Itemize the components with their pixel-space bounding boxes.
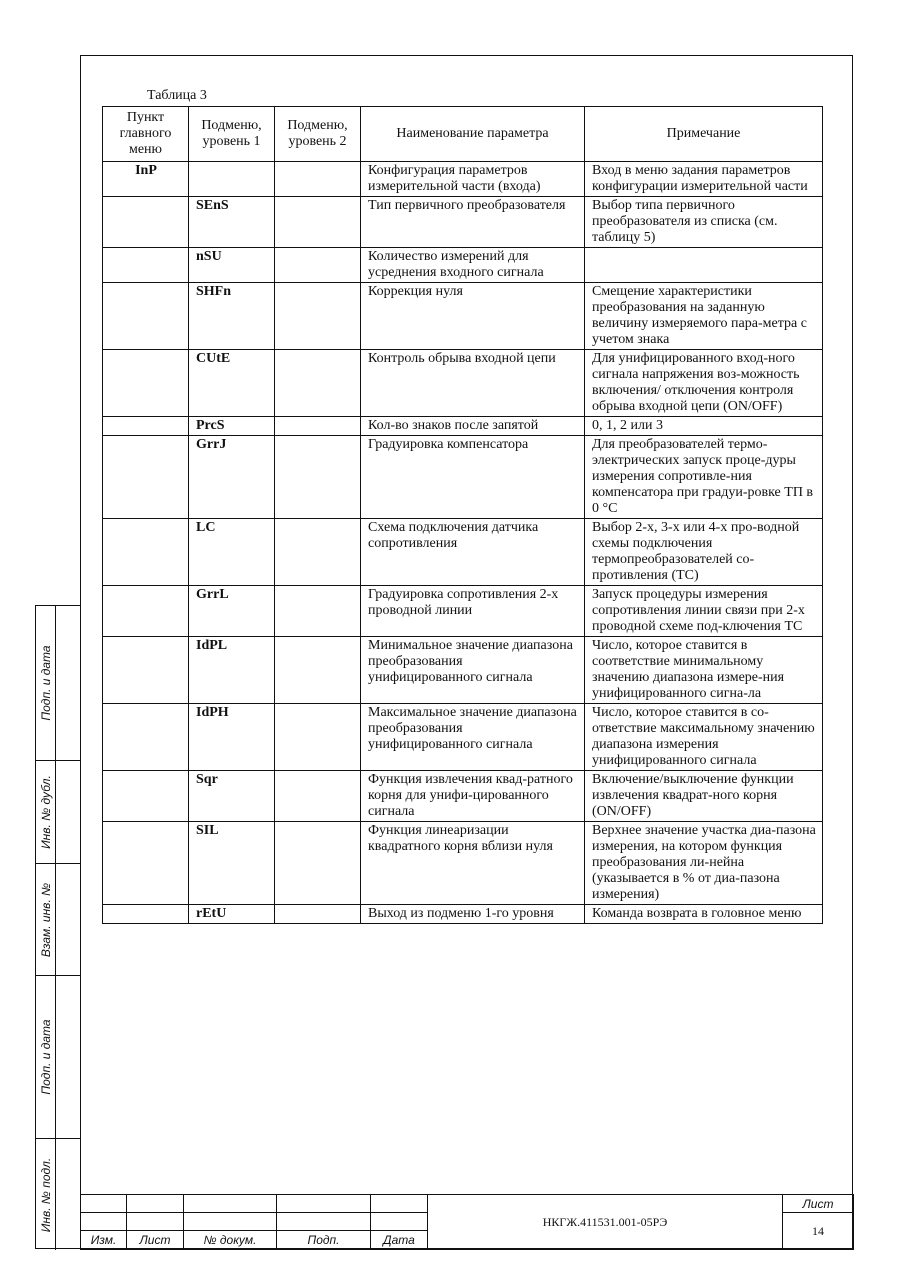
submenu-1-cell <box>189 162 275 197</box>
submenu-1-cell: Sqr <box>189 771 275 822</box>
parameter-name-cell: Функция линеаризации квадратного корня вблизи нуля <box>361 822 585 905</box>
parameter-name-cell: Тип первичного преобразователя <box>361 197 585 248</box>
submenu-2-cell <box>275 704 361 771</box>
note-cell: Смещение характеристики преобразования на заданную величину измеряемого пара-метра с учетом знака <box>585 283 823 350</box>
note-cell: Включение/выключение функции извлечения квадрат-ного корня (ON/OFF) <box>585 771 823 822</box>
submenu-1-cell: LC <box>189 519 275 586</box>
submenu-2-cell <box>275 771 361 822</box>
submenu-2-cell <box>275 350 361 417</box>
side-cell-1 <box>36 606 80 761</box>
side-label: Инв. № подл. <box>38 1157 53 1232</box>
table-row <box>103 162 823 197</box>
parameter-name-cell: Схема подключения датчика сопротивления <box>361 519 585 586</box>
parameter-name-cell: Конфигурация параметров измерительной части (входа) <box>361 162 585 197</box>
main-menu-cell <box>103 197 189 248</box>
parameter-name-cell: Градуировка компенсатора <box>361 436 585 519</box>
sheet-number: 14 <box>783 1213 854 1250</box>
submenu-1-cell: PrcS <box>189 417 275 436</box>
table-row <box>103 905 823 924</box>
main-menu-cell: InP <box>103 162 189 197</box>
submenu-2-cell <box>275 436 361 519</box>
table-header-row <box>103 107 823 162</box>
note-cell: Число, которое ставится в со-ответствие максимальному значению диапазона измерения унифицированного сигнала <box>585 704 823 771</box>
parameter-name-cell: Выход из подменю 1-го уровня <box>361 905 585 924</box>
parameter-name-cell: Максимальное значение диапазона преобразования унифицированного сигнала <box>361 704 585 771</box>
parameter-name-cell: Кол-во знаков после запятой <box>361 417 585 436</box>
side-label: Инв. № дубл. <box>38 775 53 849</box>
side-label: Подп. и дата <box>38 1019 53 1095</box>
header-submenu-1: Подменю, уровень 1 <box>189 107 275 162</box>
main-menu-cell <box>103 350 189 417</box>
submenu-1-cell: SHFn <box>189 283 275 350</box>
side-label: Взам. инв. № <box>38 882 53 957</box>
submenu-2-cell <box>275 637 361 704</box>
main-menu-cell <box>103 519 189 586</box>
table-caption: Таблица 3 <box>147 88 207 103</box>
submenu-1-cell: SIL <box>189 822 275 905</box>
main-menu-cell <box>103 637 189 704</box>
header-submenu-2: Подменю, уровень 2 <box>275 107 361 162</box>
col-date: Дата <box>371 1231 428 1250</box>
side-cell-4 <box>36 976 80 1139</box>
note-cell <box>585 248 823 283</box>
submenu-1-cell: rEtU <box>189 905 275 924</box>
submenu-1-cell: CUtE <box>189 350 275 417</box>
table-row <box>103 283 823 350</box>
note-cell: Запуск процедуры измерения сопротивления линии связи при 2-х проводной схеме под-ключения ТС <box>585 586 823 637</box>
parameter-name-cell: Минимальное значение диапазона преобразования унифицированного сигнала <box>361 637 585 704</box>
table-row <box>103 417 823 436</box>
parameter-name-cell: Контроль обрыва входной цепи <box>361 350 585 417</box>
table-row <box>103 519 823 586</box>
submenu-1-cell: GrrJ <box>189 436 275 519</box>
main-menu-cell <box>103 704 189 771</box>
submenu-2-cell <box>275 519 361 586</box>
table-row <box>103 436 823 519</box>
side-cell-5 <box>36 1139 80 1250</box>
main-menu-cell <box>103 905 189 924</box>
table-row <box>103 197 823 248</box>
side-label: Подп. и дата <box>38 645 53 721</box>
note-cell: Выбор типа первичного преобразователя из списка (см. таблицу 5) <box>585 197 823 248</box>
note-cell: Для преобразователей термо-электрических запуск проце-дуры измерения сопротивле-ния компенсатора при градуи-ровке ТП в 0 °С <box>585 436 823 519</box>
submenu-1-cell: IdPH <box>189 704 275 771</box>
table-row <box>103 350 823 417</box>
title-block <box>80 1194 853 1249</box>
table-row <box>103 637 823 704</box>
parameter-name-cell: Коррекция нуля <box>361 283 585 350</box>
col-signature: Подп. <box>277 1231 371 1250</box>
col-list: Лист <box>127 1231 184 1250</box>
table-row <box>103 704 823 771</box>
parameter-name-cell: Количество измерений для усреднения входного сигнала <box>361 248 585 283</box>
submenu-1-cell: IdPL <box>189 637 275 704</box>
note-cell: Число, которое ставится в соответствие минимальному значению диапазона измере-ния унифицированного сигна-ла <box>585 637 823 704</box>
main-menu-cell <box>103 822 189 905</box>
submenu-2-cell <box>275 905 361 924</box>
submenu-1-cell: GrrL <box>189 586 275 637</box>
submenu-2-cell <box>275 283 361 350</box>
table-body <box>103 162 823 924</box>
note-cell: Для унифицированного вход-ного сигнала напряжения воз-можность включения/ отключения контроля обрыва входной цепи (ON/OFF) <box>585 350 823 417</box>
table-row <box>103 771 823 822</box>
table-row <box>103 586 823 637</box>
main-menu-cell <box>103 436 189 519</box>
document-number: НКГЖ.411531.001-05РЭ <box>428 1195 783 1250</box>
main-menu-cell <box>103 417 189 436</box>
submenu-2-cell <box>275 248 361 283</box>
submenu-2-cell <box>275 162 361 197</box>
header-note: Примечание <box>585 107 823 162</box>
parameters-table <box>102 106 823 924</box>
main-menu-cell <box>103 771 189 822</box>
main-menu-cell <box>103 283 189 350</box>
table-row <box>103 822 823 905</box>
submenu-1-cell: SEnS <box>189 197 275 248</box>
note-cell: 0, 1, 2 или 3 <box>585 417 823 436</box>
parameter-name-cell: Функция извлечения квад-ратного корня для унифи-цированного сигнала <box>361 771 585 822</box>
note-cell: Вход в меню задания параметров конфигурации измерительной части <box>585 162 823 197</box>
side-cell-3 <box>36 864 80 976</box>
main-menu-cell <box>103 248 189 283</box>
submenu-2-cell <box>275 586 361 637</box>
header-main-menu: Пункт главного меню <box>103 107 189 162</box>
header-parameter-name: Наименование параметра <box>361 107 585 162</box>
col-izm: Изм. <box>81 1231 127 1250</box>
note-cell: Команда возврата в головное меню <box>585 905 823 924</box>
submenu-1-cell: nSU <box>189 248 275 283</box>
submenu-2-cell <box>275 822 361 905</box>
main-menu-cell <box>103 586 189 637</box>
note-cell: Выбор 2-х, 3-х или 4-х про-водной схемы подключения термопреобразователей со-противления (ТС) <box>585 519 823 586</box>
side-stamp <box>35 605 80 1249</box>
sheet-label: Лист <box>783 1195 854 1213</box>
note-cell: Верхнее значение участка диа-пазона измерения, на котором функция преобразования ли-нейна (указывается в % от диа-пазона измерения) <box>585 822 823 905</box>
col-doc-number: № докум. <box>184 1231 277 1250</box>
side-cell-2 <box>36 761 80 864</box>
table-row <box>103 248 823 283</box>
submenu-2-cell <box>275 197 361 248</box>
submenu-2-cell <box>275 417 361 436</box>
parameter-name-cell: Градуировка сопротивления 2-х проводной линии <box>361 586 585 637</box>
